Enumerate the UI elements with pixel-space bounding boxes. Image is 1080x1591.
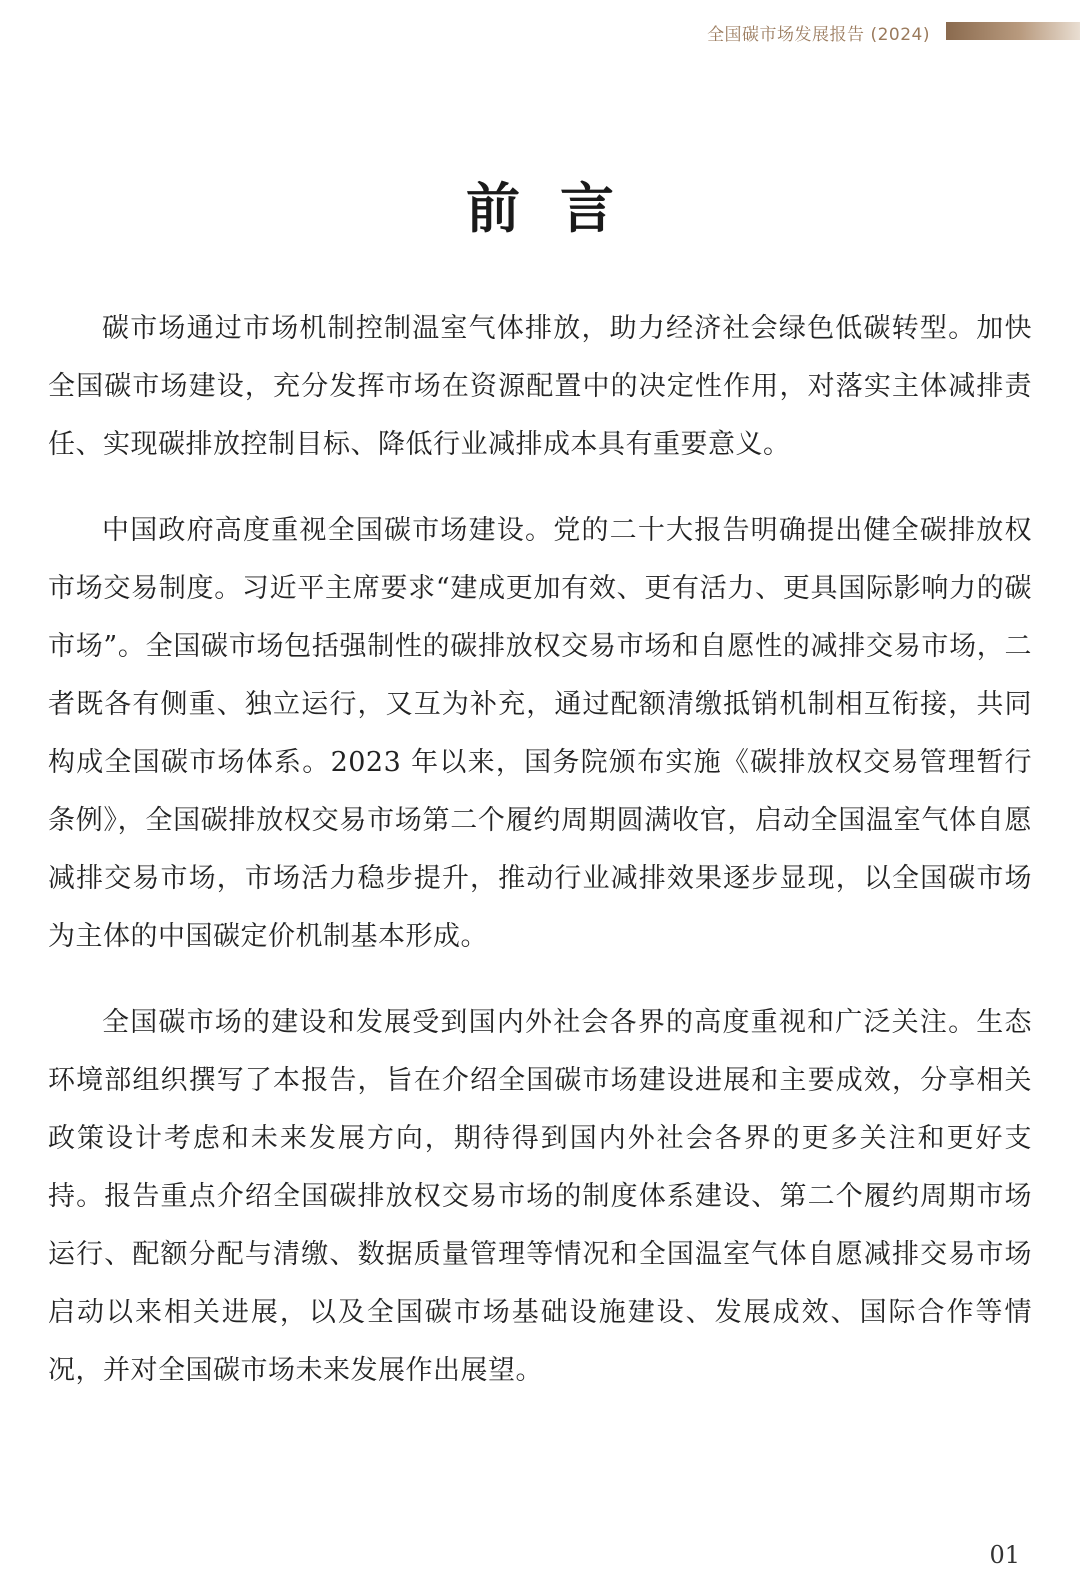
page-number: 01	[989, 1541, 1020, 1569]
paragraph-3: 全国碳市场的建设和发展受到国内外社会各界的高度重视和广泛关注。生态环境部组织撰写了本报告，旨在介绍全国碳市场建设进展和主要成效，分享相关政策设计考虑和未来发展方向，期待得到国内外社会各界的更多关注和更好支持。报告重点介绍全国碳排放权交易市场的制度体系建设、第二个履约周期市场运行、配额分配与清缴、数据质量管理等情况和全国温室气体自愿减排交易市场启动以来相关进展，以及全国碳市场基础设施建设、发展成效、国际合作等情况，并对全国碳市场未来发展作出展望。	[48, 1007, 1032, 1386]
paragraph-1: 碳市场通过市场机制控制温室气体排放，助力经济社会绿色低碳转型。加快全国碳市场建设，充分发挥市场在资源配置中的决定性作用，对落实主体减排责任、实现碳排放控制目标、降低行业减排成本具有重要意义。	[48, 313, 1032, 460]
paragraph-2: 中国政府高度重视全国碳市场建设。党的二十大报告明确提出健全碳排放权市场交易制度。习近平主席要求“建成更加有效、更有活力、更具国际影响力的碳市场”。全国碳市场包括强制性的碳排放权交易市场和自愿性的减排交易市场，二者既各有侧重、独立运行，又互为补充，通过配额清缴抵销机制相互衔接，共同构成全国碳市场体系。2023 年以来，国务院颁布实施《碳排放权交易管理暂行条例》，全国碳排放权交易市场第二个履约周期圆满收官，启动全国温室气体自愿减排交易市场，市场活力稳步提升，推动行业减排效果逐步显现，以全国碳市场为主体的中国碳定价机制基本形成。	[48, 515, 1032, 952]
page-header	[0, 18, 1080, 46]
page-title: 前言	[466, 176, 654, 241]
report-title: 全国碳市场发展报告 (2024)	[707, 25, 930, 45]
header-accent-bar	[946, 22, 1080, 40]
body-text	[48, 300, 1032, 1428]
